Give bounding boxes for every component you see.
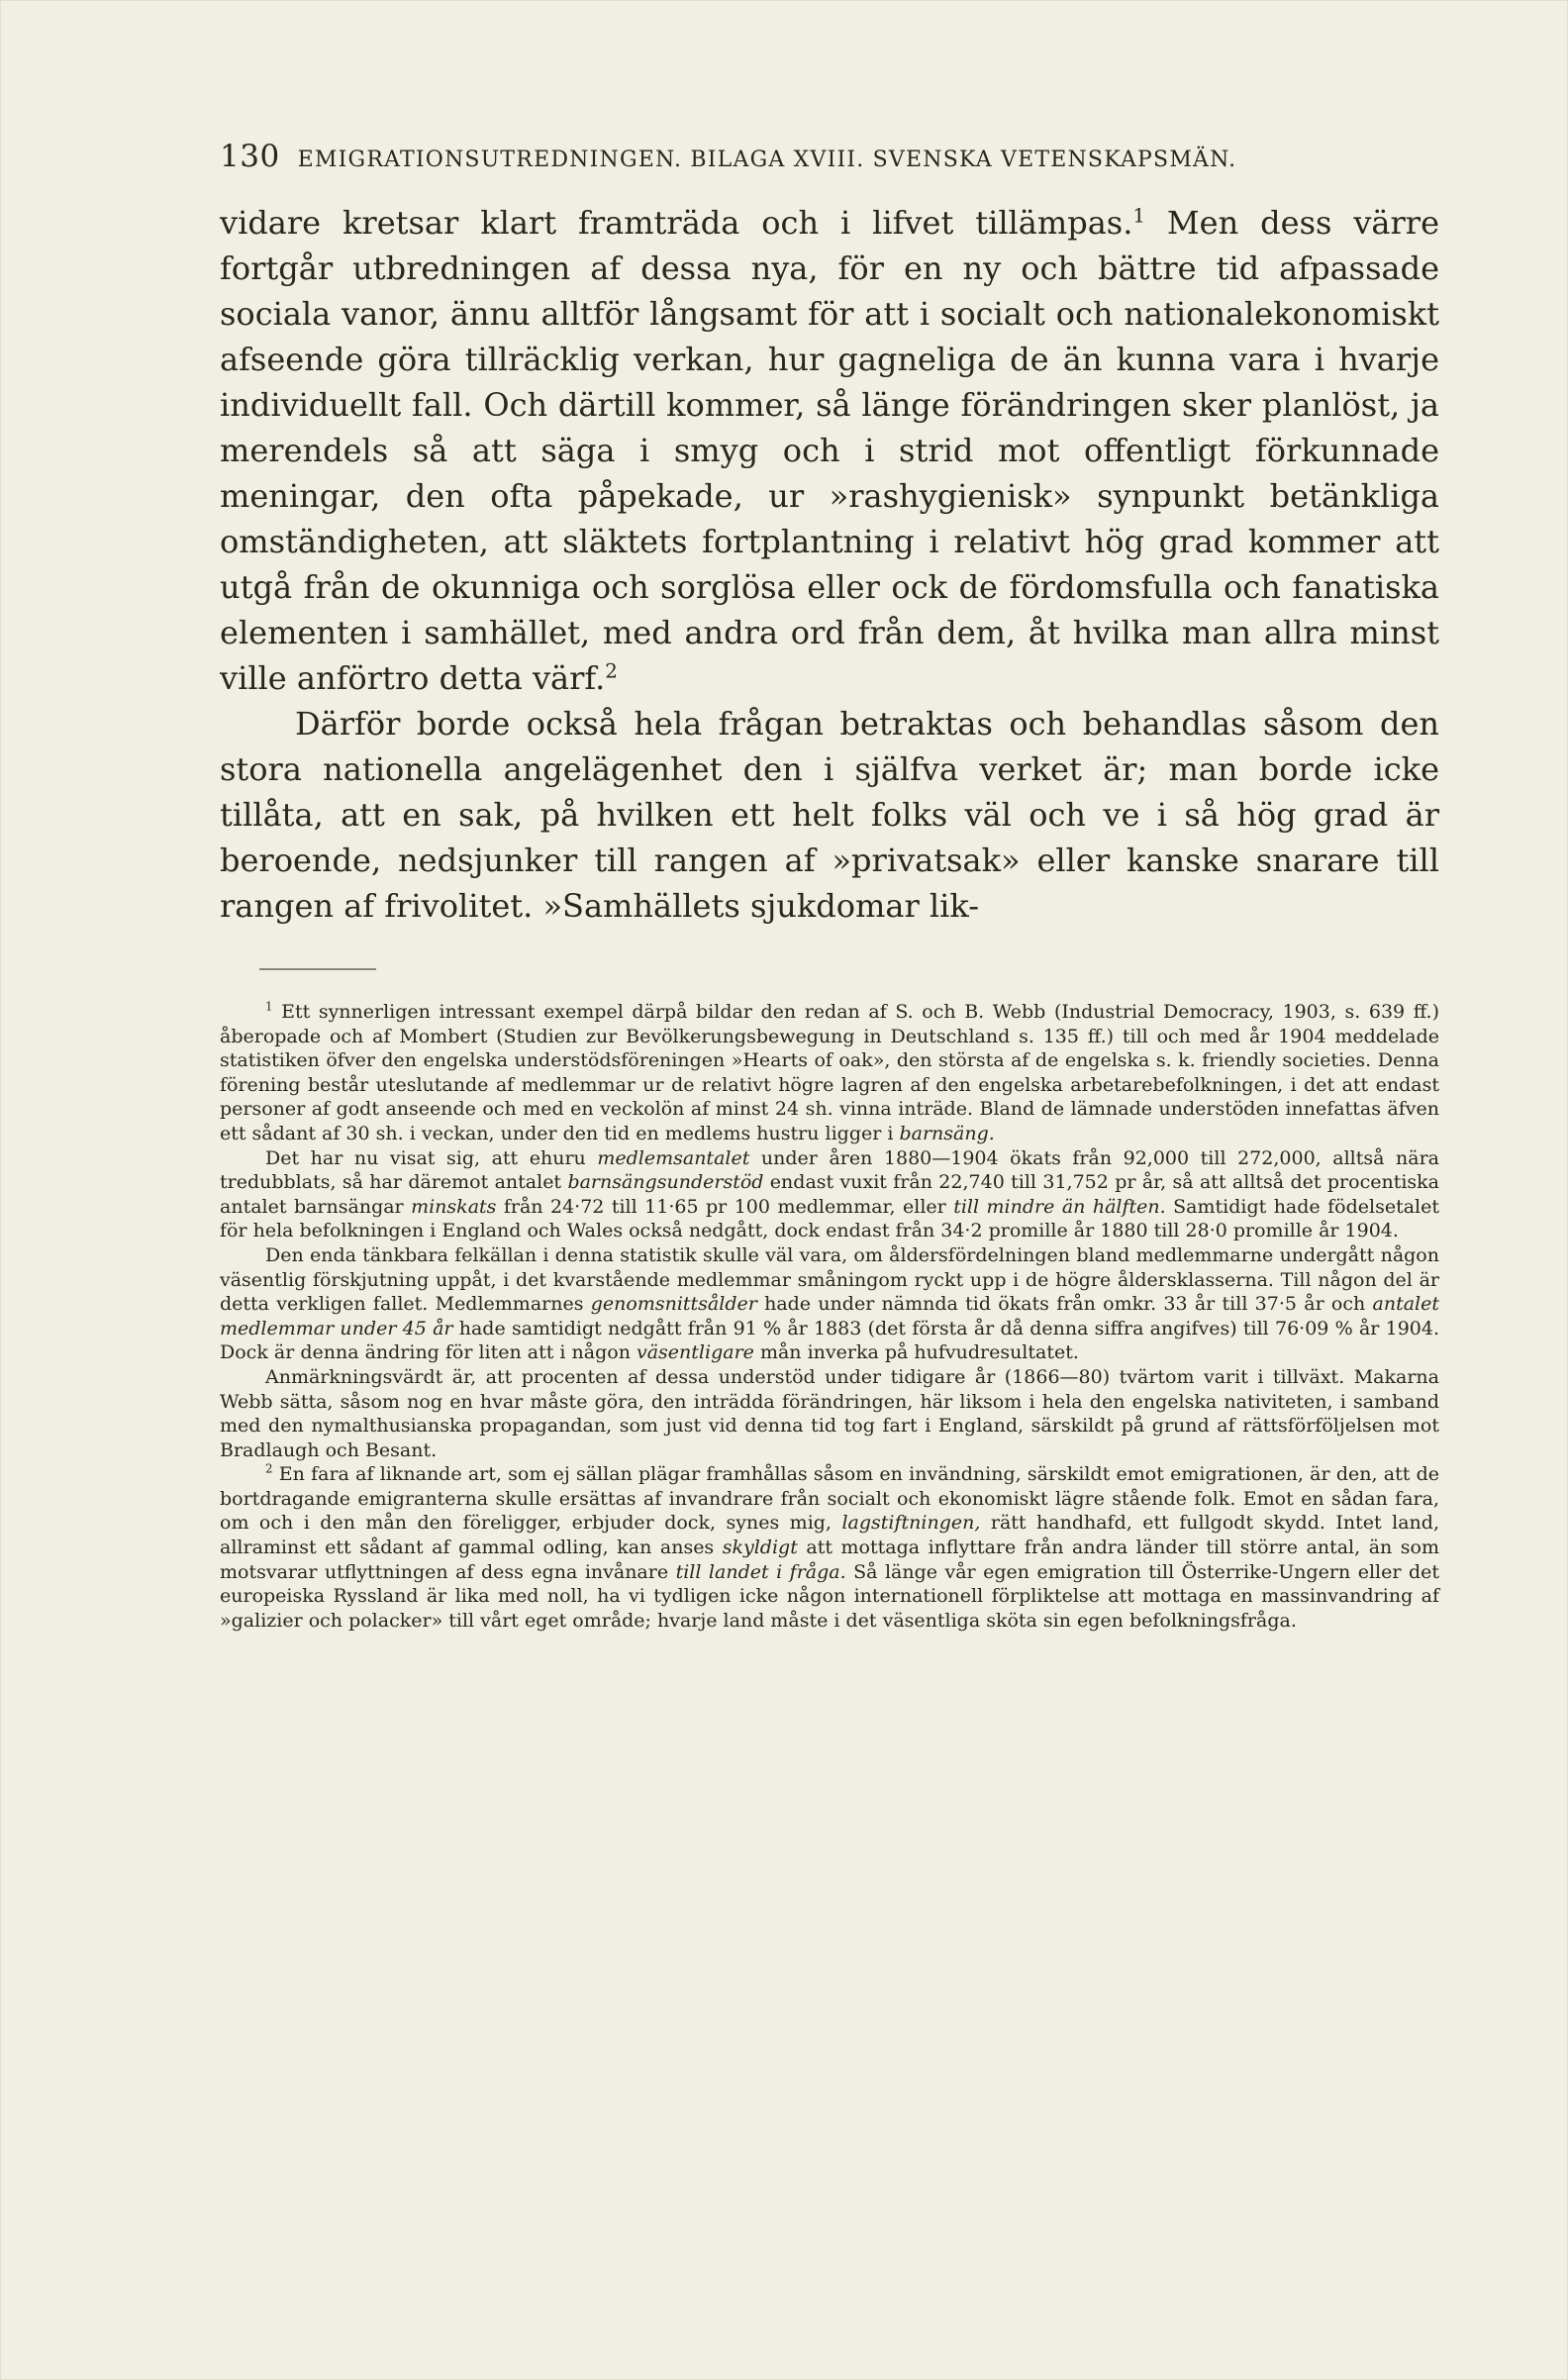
footnotes bbox=[220, 1000, 1439, 1633]
footnote-1-para-3 bbox=[220, 1243, 1439, 1365]
footnote-2-mark: 2 bbox=[265, 1461, 273, 1476]
footnote-1-mark: 1 bbox=[265, 999, 273, 1014]
footnote-emphasis: till mindre än hälften. bbox=[953, 1195, 1166, 1218]
footnote-emphasis: barnsängsunderstöd bbox=[567, 1171, 764, 1194]
footnote-text: rätt handhafd, ett fullgodt skydd. Intet land, allraminst ett sådant af gammal odling, kan anses bbox=[220, 1512, 1439, 1559]
footnote-text: hade under nämnda tid ökats från omkr. 33 år till 37·5 år och bbox=[756, 1293, 1373, 1316]
footnote-text: endast vuxit från 22,740 till 31,752 pr år, så att alltså det procentiska antalet barnsängar bbox=[220, 1171, 1439, 1218]
footnote-ref-2: 2 bbox=[605, 659, 618, 683]
page-number: 130 bbox=[220, 139, 280, 174]
footnote-emphasis: lagstiftningen, bbox=[841, 1512, 981, 1535]
footnote-1-para-1 bbox=[220, 1000, 1439, 1146]
paragraph-1-text-b: Men dess värre fortgår utbredningen af dessa nya, för en ny och bättre tid afpassade sociala vanor, ännu alltför långsamt för att i socialt och nationalekonomiskt afseende göra tillräcklig verkan, hur gagneliga de än kunna vara i hvarje individuellt fall. Och därtill kommer, så länge förändringen sker planlöst, ja merendels så att säga i smyg och i strid mot offentligt förkunnade meningar, den ofta påpekade, ur »rashygienisk» synpunkt betänkliga omständigheten, att släktets fortplantning i relativt hög grad kommer att utgå från de okunniga och sorglösa eller ock de fördomsfulla och fanatiska elementen i samhället, med andra ord från dem, åt hvilka man allra minst ville anförtro detta värf. bbox=[220, 204, 1440, 697]
footnote-text: Den enda tänkbara felkällan i denna statistik skulle väl vara, om åldersfördelningen bland medlemmarne undergått någon väsentlig förskjutning uppåt, i det kvarstående medlemmar småningom ryckt upp i de högre åldersklasserna. Till någon del är detta verkligen fallet. Medlemmarnes bbox=[220, 1243, 1439, 1316]
footnote-text: från 24·72 till 11·65 pr 100 medlemmar, eller bbox=[496, 1195, 954, 1218]
footnote-text: Så länge vår egen emigration till Österrike-Ungern eller det europeiska Ryssland är lika med noll, ha vi tydligen icke någon internationell förpliktelse att mottaga en massinvandring af »galizier och polacker» till vårt eget område; hvarje land måste i det väsentliga sköta sin egen befolkningsfråga. bbox=[220, 1560, 1439, 1632]
footnote-text: Ett synnerligen intressant exempel därpå bildar den redan af S. och B. Webb (Industrial Democracy, 1903, s. 639 ff.) åberopade och af Mombert (Studien zur Bevölkerungsbewegung in Deutschland s. 135 ff.) till och med år 1904 meddelade statistiken öfver den engelska understödsföreningen »Hearts of oak», den största af de engelska s. k. friendly societies. Denna förening består uteslutande af medlemmar ur de relativt högre lagren af den engelska arbetarebefolkningen, i det att endast personer af godt anseende och med en veckolön af minst 24 sh. vinna inträde. Bland de lämnade understöden innefattas äfven ett sådant af 30 sh. i veckan, under den tid en medlems hustru ligger i bbox=[220, 1001, 1439, 1144]
footnote-emphasis: genomsnittsålder bbox=[590, 1293, 757, 1316]
footnote-emphasis: minskats bbox=[411, 1195, 497, 1218]
footnote-2 bbox=[220, 1462, 1439, 1633]
paragraph-1-text-a: vidare kretsar klart framträda och i lifvet tillämpas. bbox=[220, 204, 1133, 242]
footnote-ref-1: 1 bbox=[1132, 204, 1145, 228]
footnote-emphasis: skyldigt bbox=[722, 1537, 798, 1559]
footnote-emphasis: antalet medlemmar under 45 år bbox=[220, 1293, 1439, 1339]
footnote-separator bbox=[259, 968, 376, 970]
footnote-text: En fara af liknande art, som ej sällan plägar framhållas såsom en invändning, särskildt emot emigrationen, är den, att de bortdragande emigranterna skulle ersättas af invandrare från socialt och ekonomiskt lägre stående folk. Emot en sådan fara, om och i den mån den föreligger, erbjuder dock, synes mig, bbox=[220, 1463, 1439, 1535]
footnote-emphasis: barnsäng. bbox=[899, 1122, 995, 1144]
footnote-emphasis: medlemsantalet bbox=[597, 1146, 750, 1169]
footnote-text: Det har nu visat sig, att ehuru bbox=[265, 1146, 598, 1169]
footnote-text: Samtidigt hade födelsetalet för hela befolkningen i England och Wales också nedgått, dock endast från 34·2 promille år 1880 till 28·0 promille år 1904. bbox=[220, 1195, 1439, 1242]
main-text bbox=[220, 200, 1439, 929]
footnote-1-para-4: Anmärkningsvärdt är, att procenten af dessa understöd under tidigare år (1866—80) tvärtom varit i tillväxt. Makarna Webb sätta, såsom nog en hvar måste göra, den inträdda förändringen, här liksom i hela den engelska nativiteten, i samband med den nymalthusianska propagandan, som just vid denna tid tog fart i England, särskildt på grund af rättsförföljelsen mot Bradlaugh och Besant. bbox=[220, 1365, 1439, 1461]
paragraph-2: Därför borde också hela frågan betraktas och behandlas såsom den stora nationella angelägenhet den i själfva verket är; man borde icke tillåta, att en sak, på hvilken ett helt folks väl och ve i så hög grad är beroende, nedsjunker till rangen af »privatsak» eller kanske snarare till rangen af frivolitet. »Samhällets sjukdomar lik- bbox=[220, 705, 1439, 925]
running-title: EMIGRATIONSUTREDNINGEN. BILAGA XVIII. SVENSKA VETENSKAPSMÄN. bbox=[297, 148, 1237, 172]
footnote-text: hade samtidigt nedgått från 91 % år 1883 (det första år då denna siffra angifves) till 76·09 % år 1904. Dock är denna ändring för liten att i någon bbox=[220, 1317, 1439, 1364]
footnote-1-para-2 bbox=[220, 1146, 1439, 1243]
footnote-emphasis: väsentligare bbox=[637, 1341, 754, 1364]
running-header bbox=[220, 139, 1439, 174]
paragraph-1 bbox=[220, 200, 1439, 701]
footnote-text: att mottaga inflyttare från andra länder till större antal, än som motsvarar utflyttningen af dess egna invånare bbox=[220, 1537, 1440, 1583]
footnote-text: mån inverka på hufvudresultatet. bbox=[753, 1341, 1079, 1364]
footnote-text: under åren 1880—1904 ökats från 92,000 till 272,000, alltså nära tredubblats, så har däremot antalet bbox=[220, 1146, 1439, 1194]
footnote-emphasis: till landet i fråga. bbox=[675, 1560, 846, 1583]
